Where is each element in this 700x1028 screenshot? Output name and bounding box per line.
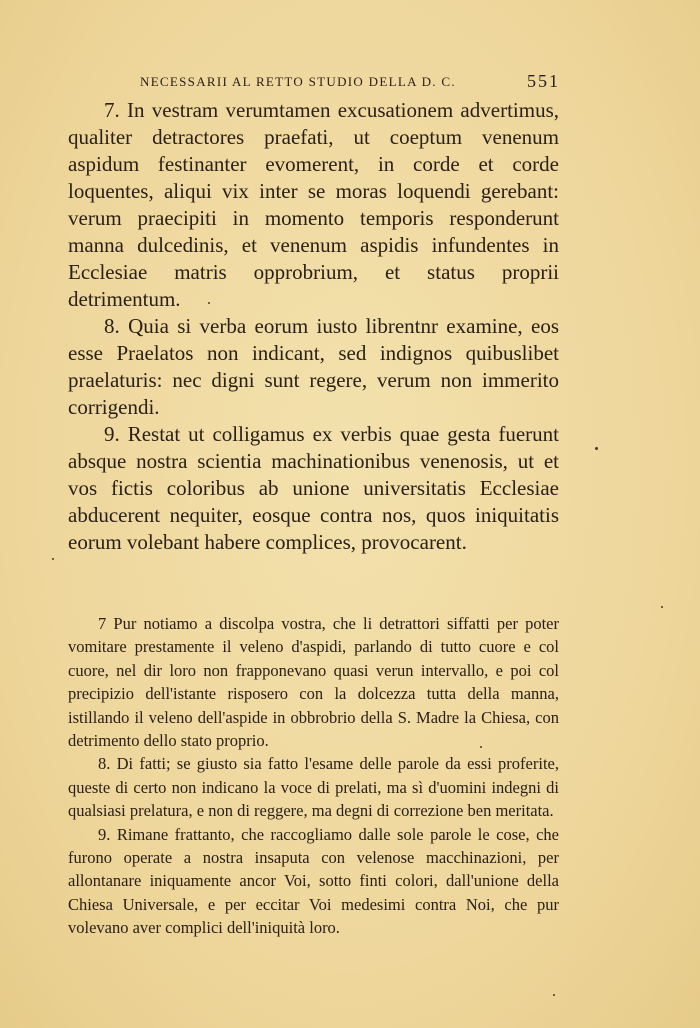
paper-speck bbox=[553, 994, 555, 996]
paper-speck bbox=[480, 746, 482, 748]
latin-paragraph-8: 8. Quia si verba eorum iusto librentnr examine, eos esse Praelatos non indicant, sed indignos quibuslibet praelaturis: nec digni sunt regere, verum non immerito corrigendi. bbox=[68, 314, 559, 419]
paper-speck bbox=[208, 302, 210, 304]
italian-translation-block bbox=[68, 612, 559, 940]
latin-paragraph-7: 7. In vestram verumtamen excusationem advertimus, qualiter detractores praefati, ut coeptum venenum aspidum festinanter evomerent, in corde et corde loquentes, aliqui vix inter se moras loquendi gerebant: verum praecipiti in momento temporis responderunt manna dulcedinis, et venenum aspidis infundentes in Ecclesiae matris opprobrium, et status proprii detrimentum. bbox=[68, 98, 559, 311]
latin-paragraph-9: 9. Restat ut colligamus ex verbis quae gesta fuerunt absque nostra scientia machinationibus venenosis, ut et vos fictis coloribus ab unione universitatis Ecclesiae abducerent nequiter, eosque contra nos, quos iniquitatis eorum volebant habere complices, provocarent. bbox=[68, 422, 559, 554]
page-number: 551 bbox=[527, 71, 560, 91]
italian-paragraph-7: 7 Pur notiamo a discolpa vostra, che li detrattori siffatti per poter vomitare prestamente il veleno d'aspidi, parlando di tutto cuore e col cuore, nel dir loro non frapponevano quasi verun intervallo, e poi col precipizio dell'istante risposero con la dolcezza tutta della manna, istillando il veleno dell'aspide in obbrobrio della S. Madre la Chiesa, con detrimento dello stato proprio. bbox=[68, 614, 559, 751]
running-head bbox=[140, 72, 560, 92]
paper-speck bbox=[661, 606, 663, 608]
running-title: NECESSARII AL RETTO STUDIO DELLA D. C. bbox=[140, 74, 456, 89]
italian-paragraph-8: 8. Di fatti; se giusto sia fatto l'esame delle parole da essi proferite, queste di certo non indicano la voce di prelati, ma sì d'uomini indegni di qualsiasi prelatura, e non di reggere, ma degni di correzione ben meritata. bbox=[68, 754, 559, 821]
italian-paragraph-9: 9. Rimane frattanto, che raccogliamo dalle sole parole le cose, che furono operate a nostra insaputa con velenose macchinazioni, per allontanare iniquamente ancor Voi, sotto finti colori, dall'unione della Chiesa Universale, e per eccitar Voi medesimi contra Noi, che pur volevano aver complici dell'iniquità loro. bbox=[68, 824, 559, 938]
paper-speck bbox=[52, 558, 54, 560]
latin-text-block bbox=[68, 97, 559, 556]
paper-speck bbox=[595, 447, 598, 450]
